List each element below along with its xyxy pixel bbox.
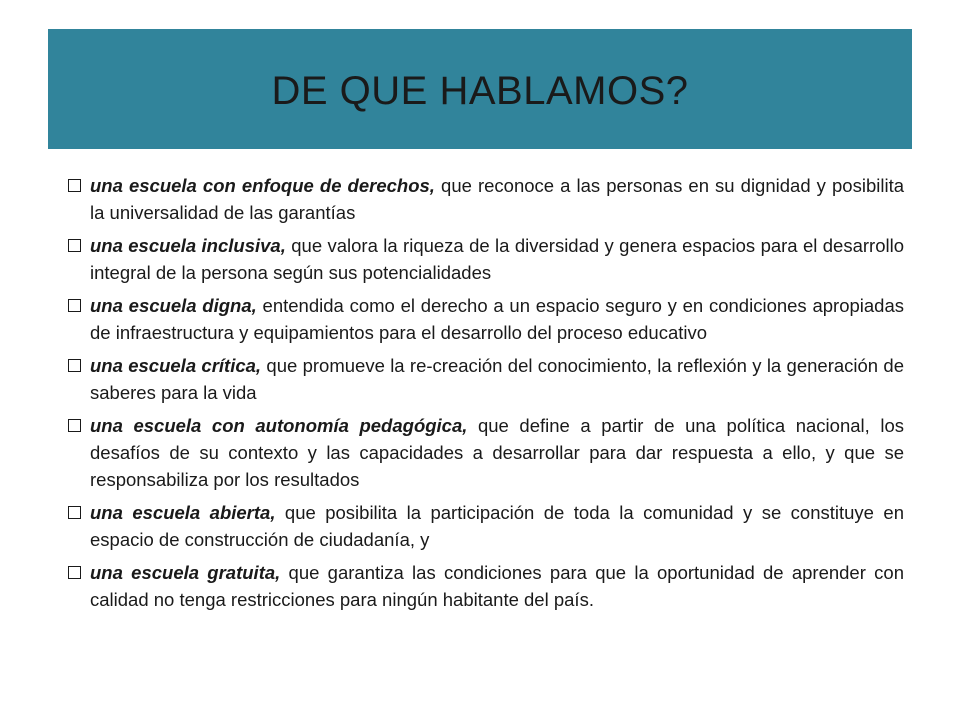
list-item-lead: una escuela crítica, bbox=[90, 355, 262, 376]
list-item-description: que posibilita la participación de toda la comunidad y se constituye en espacio de construcción de ciudadanía, y bbox=[90, 502, 904, 550]
list-item-lead: una escuela inclusiva, bbox=[90, 235, 286, 256]
list-item bbox=[68, 172, 904, 226]
title-banner bbox=[48, 29, 912, 149]
list-item-lead: una escuela con enfoque de derechos, bbox=[90, 175, 435, 196]
square-bullet-icon bbox=[68, 299, 81, 312]
list-item bbox=[68, 412, 904, 493]
square-bullet-icon bbox=[68, 359, 81, 372]
list-item-text bbox=[90, 412, 904, 493]
list-item-text bbox=[90, 352, 904, 406]
list-item bbox=[68, 292, 904, 346]
list-item bbox=[68, 499, 904, 553]
list-item-lead: una escuela abierta, bbox=[90, 502, 276, 523]
list-item-description: que reconoce a las personas en su dignidad y posibilita la universalidad de las garantías bbox=[90, 175, 904, 223]
list-item bbox=[68, 559, 904, 613]
list-item-lead: una escuela gratuita, bbox=[90, 562, 281, 583]
list-item-text bbox=[90, 232, 904, 286]
square-bullet-icon bbox=[68, 239, 81, 252]
list-item-text bbox=[90, 292, 904, 346]
list-item-text bbox=[90, 172, 904, 226]
list-item-description: que valora la riqueza de la diversidad y genera espacios para el desarrollo integral de la persona según sus potencialidades bbox=[90, 235, 904, 283]
square-bullet-icon bbox=[68, 419, 81, 432]
list-item-description: que define a partir de una política nacional, los desafíos de su contexto y las capacidades a desarrollar para dar respuesta a ello, y que se responsabiliza por los resultados bbox=[90, 415, 904, 490]
list-item-lead: una escuela con autonomía pedagógica, bbox=[90, 415, 468, 436]
list-item-text bbox=[90, 499, 904, 553]
square-bullet-icon bbox=[68, 179, 81, 192]
list-item-lead: una escuela digna, bbox=[90, 295, 257, 316]
list-item-description: que garantiza las condiciones para que la oportunidad de aprender con calidad no tenga restricciones para ningún habitante del país. bbox=[90, 562, 904, 610]
bullet-list bbox=[68, 172, 904, 619]
list-item-description: entendida como el derecho a un espacio seguro y en condiciones apropiadas de infraestructura y equipamientos para el desarrollo del proceso educativo bbox=[90, 295, 904, 343]
slide-title: DE QUE HABLAMOS? bbox=[271, 68, 689, 113]
list-item bbox=[68, 352, 904, 406]
square-bullet-icon bbox=[68, 566, 81, 579]
list-item bbox=[68, 232, 904, 286]
list-item-description: que promueve la re-creación del conocimiento, la reflexión y la generación de saberes para la vida bbox=[90, 355, 904, 403]
list-item-text bbox=[90, 559, 904, 613]
square-bullet-icon bbox=[68, 506, 81, 519]
